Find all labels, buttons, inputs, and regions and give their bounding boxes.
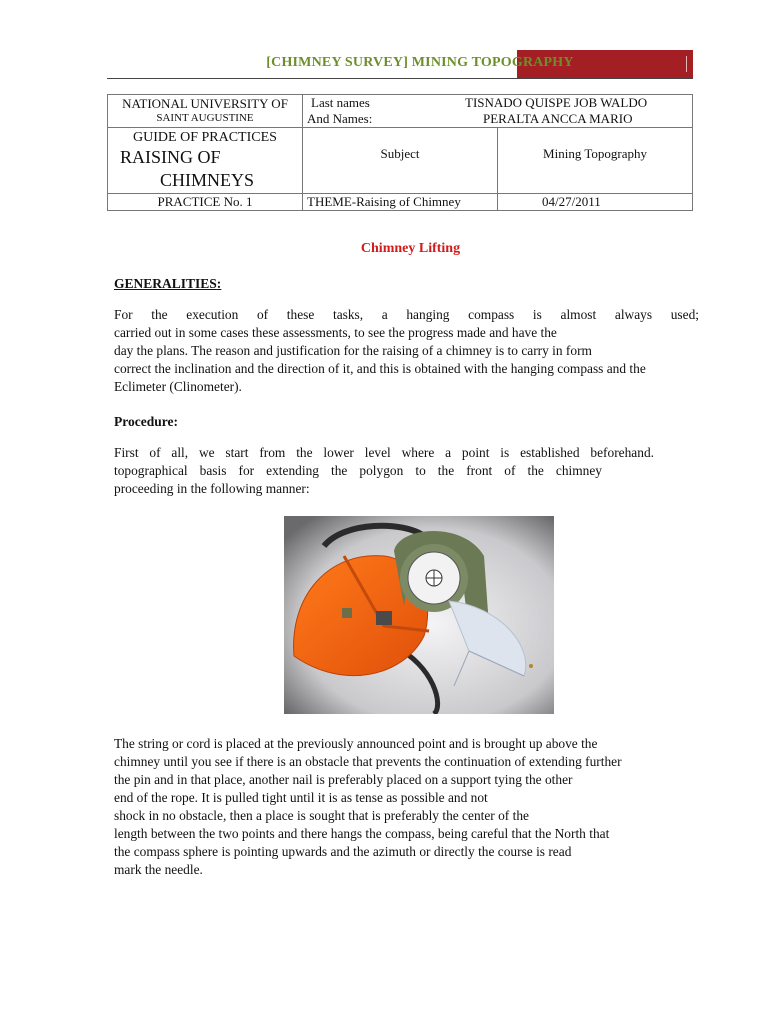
generalities-line: For the execution of these tasks, a hanging compass is almost always used; xyxy=(114,307,699,322)
subject-label: Subject xyxy=(380,146,420,161)
closing-line: end of the rope. It is pulled tight until it is as tense as possible and not xyxy=(114,790,488,805)
and-names-label: And Names: xyxy=(307,111,373,126)
procedure-line: proceeding in the following manner: xyxy=(114,481,310,496)
hanging-compass-illustration xyxy=(284,516,554,714)
closing-line: The string or cord is placed at the previously announced point and is brought up above the xyxy=(114,736,598,751)
closing-line: shock in no obstacle, then a place is sought that is preferably the center of the xyxy=(114,808,529,823)
closing-line: the pin and in that place, another nail is preferably placed on a support tying the other xyxy=(114,772,573,787)
header-divider xyxy=(107,78,693,79)
practice-title-line2: CHIMNEYS xyxy=(160,170,255,190)
generalities-line: Eclimeter (Clinometer). xyxy=(114,379,242,394)
closing-line: chimney until you see if there is an obstacle that prevents the continuation of extending further xyxy=(114,754,622,769)
subject-value-cell xyxy=(498,128,693,194)
generalities-line: carried out in some cases these assessments, to see the progress made and have the xyxy=(114,325,557,340)
practice-title xyxy=(112,146,298,192)
university-name-line2: SAINT AUGUSTINE xyxy=(156,112,254,124)
hanging-compass-photo xyxy=(284,516,554,714)
closing-paragraph xyxy=(114,735,699,879)
subject-value: Mining Topography xyxy=(543,146,647,161)
generalities-line: day the plans. The reason and justification for the raising of a chimney is to carry in form xyxy=(114,343,592,358)
procedure-heading: Procedure: xyxy=(114,414,178,429)
last-names-label: Last names xyxy=(311,95,370,110)
author-name-2: PERALTA ANCCA MARIO xyxy=(483,111,633,126)
main-title: Chimney Lifting xyxy=(360,241,461,256)
university-name-line1: NATIONAL UNIVERSITY OF xyxy=(122,96,288,111)
procedure-line: First of all, we start from the lower level where a point is established beforehand. xyxy=(114,445,654,460)
procedure-line: topographical basis for extending the polygon to the front of the chimney xyxy=(114,463,602,478)
document-body xyxy=(114,240,699,498)
practice-title-line1: RAISING OF xyxy=(120,147,221,167)
generalities-heading xyxy=(114,275,699,293)
closing-line: the compass sphere is pointing upwards and the azimuth or directly the course is read xyxy=(114,844,572,859)
author-name-1: TISNADO QUISPE JOB WALDO xyxy=(465,95,648,110)
page-header xyxy=(107,50,693,78)
closing-line: mark the needle. xyxy=(114,862,203,877)
practice-date: 04/27/2011 xyxy=(498,194,693,211)
generalities-line: correct the inclination and the direction of it, and this is obtained with the hanging compass and the xyxy=(114,361,646,376)
names-cell xyxy=(303,95,693,128)
closing-line: length between the two points and there hangs the compass, being careful that the North that xyxy=(114,826,610,841)
header-title: [CHIMNEY SURVEY] MINING TOPOGRAPHY xyxy=(266,55,574,70)
practice-number: PRACTICE No. 1 xyxy=(108,194,303,211)
generalities-heading-text: GENERALITIES xyxy=(114,276,217,291)
generalities-paragraph xyxy=(114,306,699,396)
guide-cell xyxy=(108,128,303,194)
guide-label: GUIDE OF PRACTICES xyxy=(133,130,277,145)
procedure-paragraph xyxy=(114,444,654,498)
theme-label: THEME-Raising of Chimney xyxy=(303,194,498,211)
university-cell xyxy=(108,95,303,128)
subject-label-cell xyxy=(303,128,498,194)
practice-info-table xyxy=(107,94,693,211)
generalities-heading-colon: : xyxy=(216,276,222,291)
